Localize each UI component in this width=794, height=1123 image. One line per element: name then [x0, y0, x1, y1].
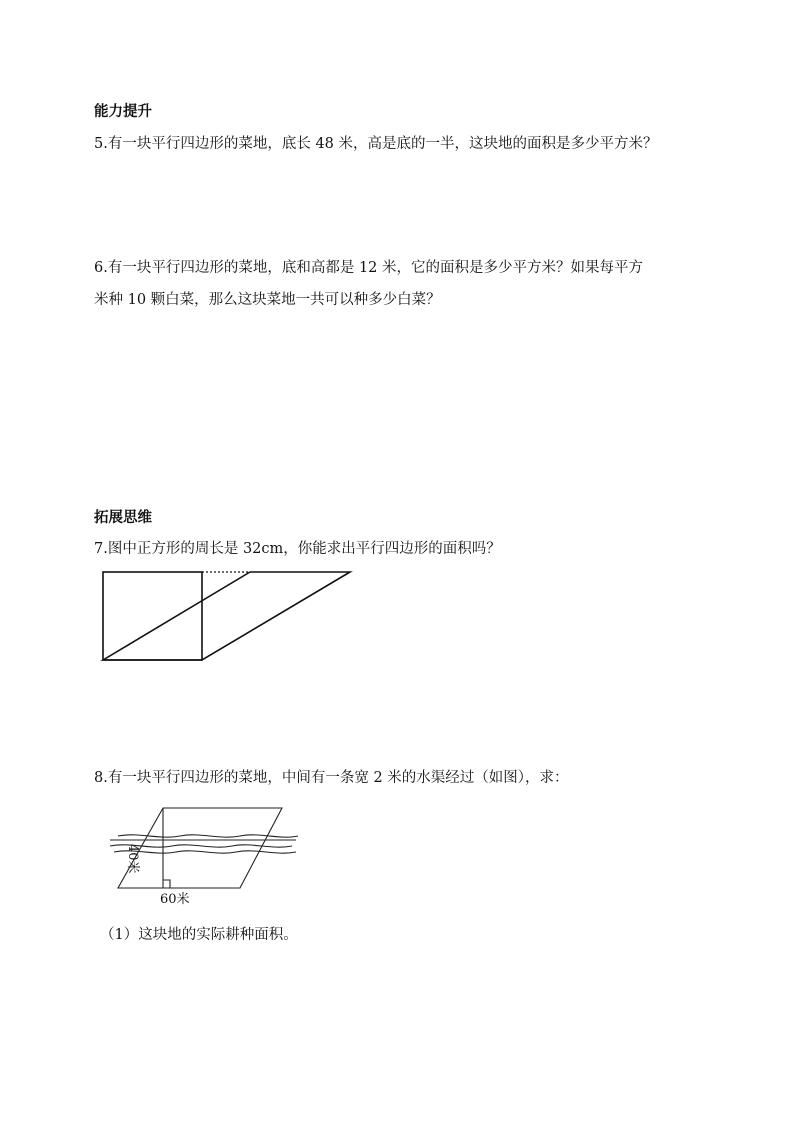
height-label: 40米 [125, 844, 140, 874]
question-8-part-1: （1）这块地的实际耕种面积。 [100, 927, 298, 943]
question-8: 8.有一块平行四边形的菜地，中间有一条宽 2 米的水渠经过（如图），求： [94, 770, 569, 786]
field-parallelogram [118, 808, 282, 888]
right-angle-mark [163, 880, 170, 888]
base-label: 60米 [160, 892, 190, 907]
question-5: 5.有一块平行四边形的菜地，底长 48 米，高是底的一半，这块地的面积是多少平方米？ [94, 136, 658, 152]
question-7: 7.图中正方形的周长是 32cm，你能求出平行四边形的面积吗？ [94, 541, 501, 557]
question-6-line-1: 6.有一块平行四边形的菜地，底和高都是 12 米，它的面积是多少平方米？如果每平方 [94, 260, 644, 276]
canal-line-upper [118, 835, 298, 837]
section-heading-ability: 能力提升 [94, 104, 152, 120]
question-6-line-2: 米种 10 颗白菜，那么这块菜地一共可以种多少白菜？ [94, 292, 441, 308]
section-heading-extension: 拓展思维 [94, 510, 152, 526]
